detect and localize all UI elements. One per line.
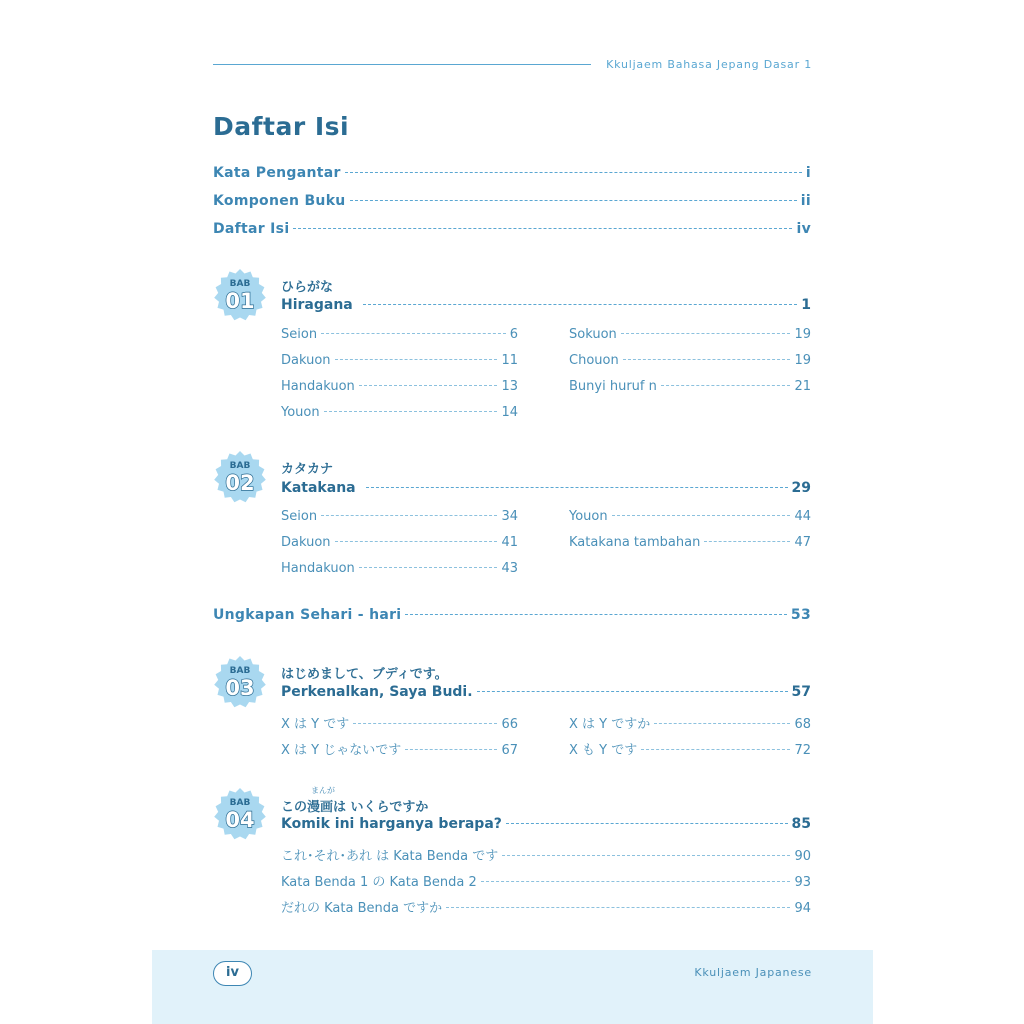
badge-label: BAB bbox=[229, 279, 251, 289]
leader-dots bbox=[366, 487, 788, 488]
toc-subentry[interactable] bbox=[281, 897, 811, 916]
subentry-page: 47 bbox=[794, 535, 811, 550]
toc-entry-page: 1 bbox=[801, 297, 811, 313]
leader-dots bbox=[321, 515, 497, 516]
subentry-label: X も Y です bbox=[569, 743, 638, 758]
toc-subentry[interactable] bbox=[569, 379, 811, 394]
subentry-page: 13 bbox=[501, 379, 518, 394]
subentry-page: 11 bbox=[501, 353, 518, 368]
toc-subentry[interactable] bbox=[569, 327, 811, 342]
subentry-label: これ･それ･あれ は Kata Benda です bbox=[281, 849, 499, 864]
toc-subentry[interactable] bbox=[281, 327, 518, 342]
subentry-label: Youon bbox=[569, 509, 608, 524]
subentry-label: Seion bbox=[281, 327, 318, 342]
toc-subentry[interactable] bbox=[281, 739, 518, 758]
toc-entry-label: Ungkapan Sehari - hari bbox=[213, 607, 402, 623]
subentry-page: 14 bbox=[501, 405, 518, 420]
toc-subentry[interactable] bbox=[569, 509, 811, 524]
subentry-label: Seion bbox=[281, 509, 318, 524]
leader-dots bbox=[654, 723, 790, 724]
leader-dots bbox=[405, 614, 787, 615]
toc-subentry[interactable] bbox=[281, 871, 811, 890]
subentry-page: 90 bbox=[794, 849, 811, 864]
toc-subentry[interactable] bbox=[281, 509, 518, 524]
badge-number: 04 bbox=[225, 808, 255, 832]
toc-entry-komponen-buku[interactable] bbox=[213, 193, 811, 209]
chapter-badge-02 bbox=[212, 450, 268, 506]
subentry-page: 41 bbox=[501, 535, 518, 550]
chapter-jp-title: ひらがな bbox=[281, 280, 334, 295]
toc-subentry[interactable] bbox=[281, 379, 518, 394]
leader-dots bbox=[353, 723, 497, 724]
leader-dots bbox=[350, 200, 797, 201]
running-header: Kkuljaem Bahasa Jepang Dasar 1 bbox=[606, 58, 812, 71]
page-number-pill: iv bbox=[213, 961, 252, 986]
subentry-page: 72 bbox=[794, 743, 811, 758]
subentry-label: X は Y です bbox=[281, 717, 350, 732]
subentry-label: だれの Kata Benda ですか bbox=[281, 901, 443, 916]
leader-dots bbox=[446, 907, 790, 908]
toc-chapter-04[interactable] bbox=[281, 816, 811, 832]
chapter-jp-title: カタカナ bbox=[281, 462, 334, 477]
toc-entry-label: Komponen Buku bbox=[213, 193, 346, 209]
leader-dots bbox=[704, 541, 790, 542]
leader-dots bbox=[335, 359, 498, 360]
page-title: Daftar Isi bbox=[213, 112, 350, 141]
subentry-label: Bunyi huruf n bbox=[569, 379, 657, 394]
leader-dots bbox=[293, 228, 792, 229]
toc-entry-page: 85 bbox=[791, 816, 811, 832]
footer-brand: Kkuljaem Japanese bbox=[694, 966, 812, 979]
chapter-jp-title: はじめまして、ブディです。 bbox=[281, 667, 448, 682]
leader-dots bbox=[623, 359, 791, 360]
chapter-badge-03 bbox=[212, 655, 268, 711]
badge-label: BAB bbox=[229, 666, 251, 676]
subentry-page: 66 bbox=[501, 717, 518, 732]
subentry-label: Dakuon bbox=[281, 535, 331, 550]
subentry-page: 44 bbox=[794, 509, 811, 524]
leader-dots bbox=[506, 823, 788, 824]
toc-subentry[interactable] bbox=[281, 353, 518, 368]
subentry-label: Handakuon bbox=[281, 379, 355, 394]
leader-dots bbox=[345, 172, 802, 173]
toc-subentry[interactable] bbox=[569, 353, 811, 368]
subentry-label: Handakuon bbox=[281, 561, 355, 576]
toc-entry-label: Kata Pengantar bbox=[213, 165, 341, 181]
toc-entry-label: Daftar Isi bbox=[213, 221, 290, 237]
subentry-page: 34 bbox=[501, 509, 518, 524]
toc-subentry[interactable] bbox=[281, 405, 518, 420]
leader-dots bbox=[481, 881, 791, 882]
toc-entry-page: 53 bbox=[790, 607, 811, 623]
subentry-label: Chouon bbox=[569, 353, 619, 368]
page-footer bbox=[152, 950, 873, 1024]
toc-entry-label: Hiragana bbox=[281, 297, 353, 313]
subentry-page: 43 bbox=[501, 561, 518, 576]
furigana: まんが bbox=[311, 786, 335, 795]
badge-number: 03 bbox=[225, 676, 255, 700]
leader-dots bbox=[621, 333, 791, 334]
subentry-page: 93 bbox=[794, 875, 811, 890]
chapter-badge-04 bbox=[212, 787, 268, 843]
toc-chapter-01[interactable] bbox=[281, 297, 811, 313]
toc-entry-page: ii bbox=[800, 193, 811, 209]
subentry-page: 21 bbox=[794, 379, 811, 394]
leader-dots bbox=[641, 749, 790, 750]
badge-number: 01 bbox=[225, 289, 255, 313]
subentry-label: Dakuon bbox=[281, 353, 331, 368]
subentry-page: 19 bbox=[794, 353, 811, 368]
toc-subentry[interactable] bbox=[281, 561, 518, 576]
subentry-label: Katakana tambahan bbox=[569, 535, 701, 550]
subentry-label: Kata Benda 1 の Kata Benda 2 bbox=[281, 875, 477, 890]
badge-label: BAB bbox=[229, 461, 251, 471]
subentry-page: 19 bbox=[794, 327, 811, 342]
toc-subentry[interactable] bbox=[569, 739, 811, 758]
leader-dots bbox=[405, 749, 497, 750]
toc-subentry[interactable] bbox=[569, 713, 811, 732]
leader-dots bbox=[612, 515, 791, 516]
subentry-label: X は Y じゃないです bbox=[281, 743, 402, 758]
toc-chapter-03[interactable] bbox=[281, 684, 811, 700]
chapter-jp-title: この漫画は いくらですか bbox=[281, 800, 429, 815]
toc-chapter-02[interactable] bbox=[281, 480, 811, 496]
toc-subentry[interactable] bbox=[281, 845, 811, 864]
leader-dots bbox=[359, 567, 498, 568]
toc-entry-page: i bbox=[805, 165, 811, 181]
toc-entry-daftar-isi[interactable] bbox=[213, 221, 811, 237]
subentry-label: Youon bbox=[281, 405, 320, 420]
leader-dots bbox=[359, 385, 498, 386]
toc-entry-ungkapan[interactable] bbox=[213, 607, 811, 623]
toc-entry-page: 29 bbox=[791, 480, 811, 496]
badge-number: 02 bbox=[225, 471, 255, 495]
chapter-badge-01 bbox=[212, 268, 268, 324]
toc-entry-kata-pengantar[interactable] bbox=[213, 165, 811, 181]
leader-dots bbox=[335, 541, 498, 542]
toc-entry-label: Komik ini harganya berapa? bbox=[281, 816, 502, 832]
subentry-page: 94 bbox=[794, 901, 811, 916]
leader-dots bbox=[502, 855, 790, 856]
toc-entry-label: Katakana bbox=[281, 480, 356, 496]
leader-dots bbox=[661, 385, 791, 386]
header-rule bbox=[213, 64, 591, 65]
toc-subentry[interactable] bbox=[281, 535, 518, 550]
subentry-page: 6 bbox=[509, 327, 518, 342]
toc-entry-label: Perkenalkan, Saya Budi. bbox=[281, 684, 473, 700]
toc-entry-page: 57 bbox=[791, 684, 811, 700]
leader-dots bbox=[324, 411, 498, 412]
subentry-label: X は Y ですか bbox=[569, 717, 651, 732]
subentry-label: Sokuon bbox=[569, 327, 617, 342]
badge-label: BAB bbox=[229, 798, 251, 808]
leader-dots bbox=[477, 691, 788, 692]
toc-subentry[interactable] bbox=[569, 535, 811, 550]
subentry-page: 67 bbox=[501, 743, 518, 758]
toc-subentry[interactable] bbox=[281, 713, 518, 732]
subentry-page: 68 bbox=[794, 717, 811, 732]
leader-dots bbox=[363, 304, 798, 305]
leader-dots bbox=[321, 333, 506, 334]
toc-entry-page: iv bbox=[796, 221, 811, 237]
